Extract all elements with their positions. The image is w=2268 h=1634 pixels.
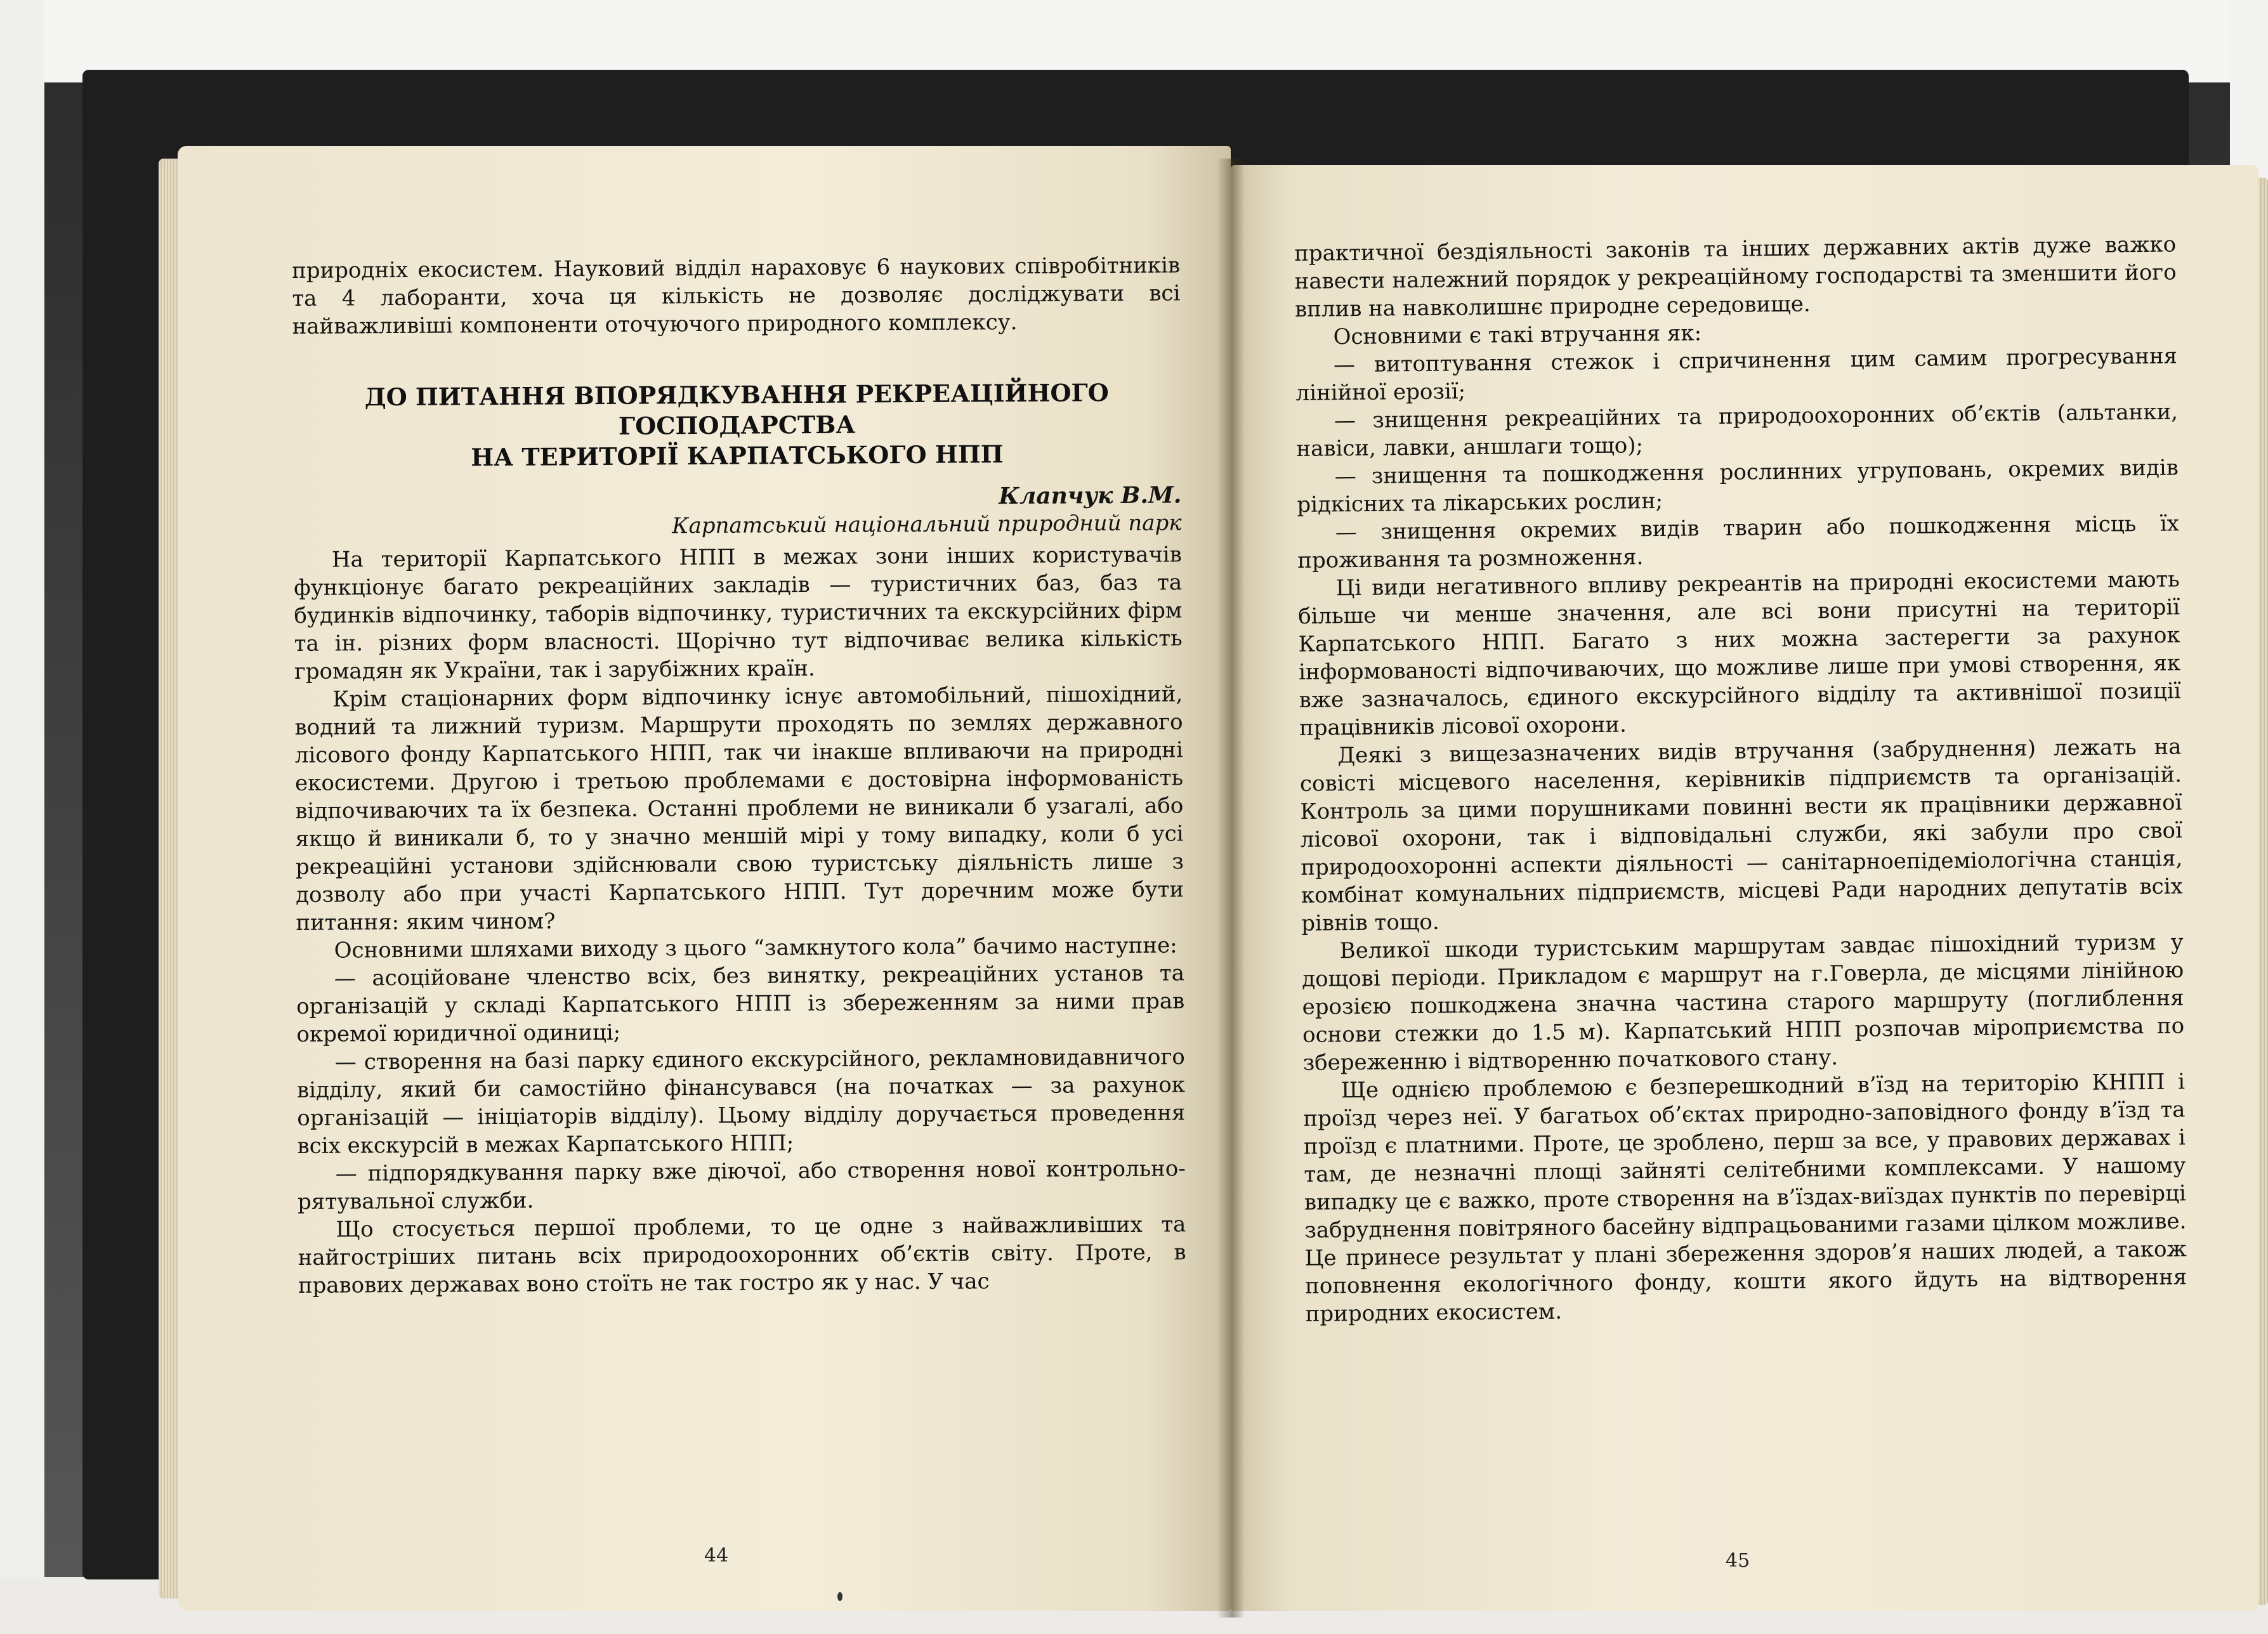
page-number-right: 45: [1726, 1550, 1750, 1572]
paragraph: Великої шкоди туристським маршрутам завдає пішохідний туризм у дощові періоди. Прикладом є маршрут на г.Говерла, де місцями лінійною ерозією пошкоджена значна частина старого маршруту (поглиблення основи стежки до 1.5 м). Карпатський НПП розпочав міроприємства по збереженню і відтворенню початкового стану.: [1302, 929, 2185, 1076]
list-item: — знищення рекреаційних та природоохоронних об’єктів (альтанки, навіси, лавки, аншлаги тощо);: [1296, 399, 2179, 462]
paragraph: Основними є такі втручання як:: [1333, 320, 1702, 350]
list-item: — створення на базі парку єдиного екскурсійного, рекламновидавничого відділу, який би самостійно фінансувався (на початках — за рахунок організацій — ініціаторів відділу). Цьому відділу доручається проведення всіх екскурсій в межах Карпатського НПП;: [296, 1044, 1186, 1159]
list-item: — знищення та пошкодження рослинних угруповань, окремих видів рідкісних та лікарських рослин;: [1297, 455, 2179, 518]
right-page: [1231, 165, 2258, 1611]
paragraph: Деякі з вищезазначених видів втручання (забруднення) лежать на совісті місцевого населення, керівників підприємств та організацій. Контроль за цими порушниками повинні вести як працівники державної лісової охорони, так і відповідальні служби, які забули про свої природоохоронні аспекти діяльності — санітарноепідеміологічна станція, комбінат комунальних підприємств, місцеві Ради народних депутатів всіх рівнів тощо.: [1299, 734, 2183, 936]
paragraph: Що стосується першої проблеми, то це одне з найважливіших та найгостріших питань всіх природоохоронних об’єктів світу. Проте, в правових державах воно стоїть не так гостро як у нас. У час: [298, 1212, 1186, 1298]
article-title: [292, 377, 1181, 474]
paragraph: Крім стаціонарних форм відпочинку існує автомобільний, пішохідний, водний та лижний туризм. Маршрути проходять по землях державного лісового фонду Карпатського НПП, так чи інакше впливаючи на природні екосистеми. Другою і третьою проблемами є достовірна інформованість відпочиваючих та їх безпека. Останні проблеми не виникали б узагалі, або якщо й виникали б, то у значно меншій мірі у тому випадку, коли б усі рекреаційні установи здійснювали свою туристську діяльність лише з дозволу або при участі Карпатського НПП. Тут доречним може бути питання: яким чином?: [294, 681, 1184, 936]
list-item: — підпорядкування парку вже діючої, або створення нової контрольно-рятувальної служби.: [297, 1156, 1186, 1215]
author-affiliation: Карпатський національний природний парк: [672, 510, 1182, 539]
paragraph: Основними шляхами виходу з цього “замкнутого кола” бачимо наступне:: [334, 932, 1177, 964]
title-line-2: ГОСПОДАРСТВА: [618, 410, 856, 440]
title-line-1: ДО ПИТАННЯ ВПОРЯДКУВАННЯ РЕКРЕАЦІЙНОГО: [364, 378, 1109, 412]
print-speck: [837, 1592, 842, 1601]
left-page: [178, 146, 1231, 1611]
book-spread: [82, 70, 2189, 1579]
list-item: — витоптування стежок і спричинення цим самим прогресування лінійної ерозії;: [1295, 343, 2178, 406]
paragraph: Ще однією проблемою є безперешкодний в’їзд на територію КНПП і проїзд через неї. У багатьох об’єктах природно-заповідного фонду в’їзд та проїзд є платними. Проте, це зроблено, перш за все, у правових державах і там, де незначні площі зайняті селітебними комплексами. У нашому випадку це є важко, проте створення на в’їздах-виїздах пунктів по перевірці забруднення повітряного басейну відпрацьованими газами цілком можливе. Це принесе результат у плані збереження здоров’я наших людей, а також поповнення екологічного фонду, кошти якого йдуть на відтворення природних екосистем.: [1303, 1069, 2187, 1327]
author-name: Клапчук В.М.: [999, 481, 1182, 510]
title-line-3: НА ТЕРИТОРІЇ КАРПАТСЬКОГО НПП: [471, 440, 1004, 472]
scan-margin-left: [0, 0, 44, 1634]
right-page-text: [1294, 230, 2187, 1328]
left-page-text: [292, 251, 1186, 1300]
paragraph: Ці види негативного впливу рекреантів на природні екосистеми мають більше чи менше значення, але всі вони присутні на території Карпатського НПП. Багато з них можна застерегти за рахунок інформованості відпочиваючих, що можливе лише при умові створення, як вже зазначалось, єдиного екскурсійного відділу та активнішої позиції працівників лісової охорони.: [1298, 566, 2181, 741]
page-number-left: 44: [704, 1545, 729, 1567]
paragraph: практичної бездіяльності законів та інших державних актів дуже важко навести належний порядок у рекреаційному господарстві та зменшити його вплив на навколишнє природне середовище.: [1294, 232, 2177, 322]
continuation-paragraph: природніх екосистем. Науковий відділ нараховує 6 наукових співробітників та 4 лаборанти, хоча ця кількість не дозволяє досліджувати всі найважливіші компоненти оточуючого природного комплексу.: [292, 252, 1181, 339]
list-item: — знищення окремих видів тварин або пошкодження місць їх проживання та розмноження.: [1297, 511, 2179, 573]
list-item: — асоційоване членство всіх, без винятку, рекреаційних установ та організацій у складі Карпатського НПП із збереженням за ними прав окремої юридичної одиниці;: [296, 960, 1185, 1047]
paragraph: На території Карпатського НПП в межах зони інших користувачів функціонує багато рекреаційних закладів — туристичних баз, баз та будинків відпочинку, таборів відпочинку, туристичних та екскурсійних фірм та ін. різних форм власності. Щорічно тут відпочиває велика кількість громадян як України, так і зарубіжних країн.: [294, 542, 1183, 684]
